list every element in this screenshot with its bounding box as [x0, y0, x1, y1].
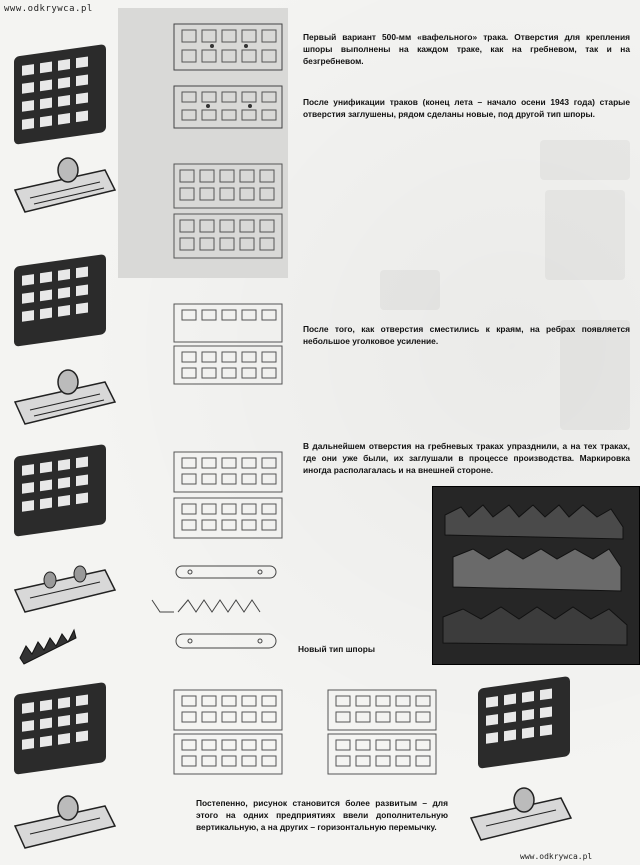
bleed-through: [380, 270, 440, 310]
spur-line-drawing: [150, 560, 280, 660]
track-line-drawing: [172, 82, 284, 132]
caption-reinforcement: После того, как отверстия сместились к краям, на ребрах появляется небольшое уголковое усиление.: [303, 324, 630, 346]
track-illustration: [470, 672, 580, 782]
spur-illustration: [18, 618, 78, 668]
caption-pattern-development: Постепенно, рисунок становится более развитым – для этого на одних предприятиях ввели дополнительную вертикальную, а на других – горизонтальную перемычку.: [196, 798, 448, 832]
watermark: www.odkrywca.pl: [4, 4, 93, 14]
footer-url: www.odkrywca.pl: [520, 852, 593, 861]
caption-holes-removed: В дальнейшем отверстия на гребневых траках упразднили, а на тех траках, где они уже были, их заглушали в процессе производства. Маркировка иногда располагалась и на внешней стороне.: [303, 441, 630, 475]
track-illustration: [6, 440, 116, 550]
track-illustration: [10, 786, 120, 856]
track-line-drawing: [172, 18, 284, 76]
track-line-drawing: [172, 686, 284, 780]
bleed-through: [540, 140, 630, 180]
caption-first-variant: Первый вариант 500-мм «вафельного» трака. Отверстия для крепления шпоры выполнены на каждом траке, как на гребневом, так и на безгребневом.: [303, 32, 630, 66]
track-illustration: [10, 150, 120, 220]
track-illustration: [6, 40, 116, 160]
caption-new-spur: Новый тип шпоры: [298, 644, 375, 654]
track-illustration: [10, 550, 120, 620]
track-illustration: [6, 250, 116, 360]
track-line-drawing: [326, 686, 438, 780]
spurs-photo: [432, 486, 640, 665]
bleed-through: [545, 190, 625, 280]
track-line-drawing: [172, 448, 284, 544]
caption-unification: После унификации траков (конец лета – начало осени 1943 года) старые отверстия заглушены, рядом сделаны новые, под другой тип шпоры.: [303, 97, 630, 119]
track-line-drawing: [172, 300, 284, 390]
track-illustration: [6, 678, 116, 788]
track-illustration: [466, 778, 576, 848]
track-illustration: [10, 362, 120, 432]
track-line-drawing: [170, 160, 286, 265]
